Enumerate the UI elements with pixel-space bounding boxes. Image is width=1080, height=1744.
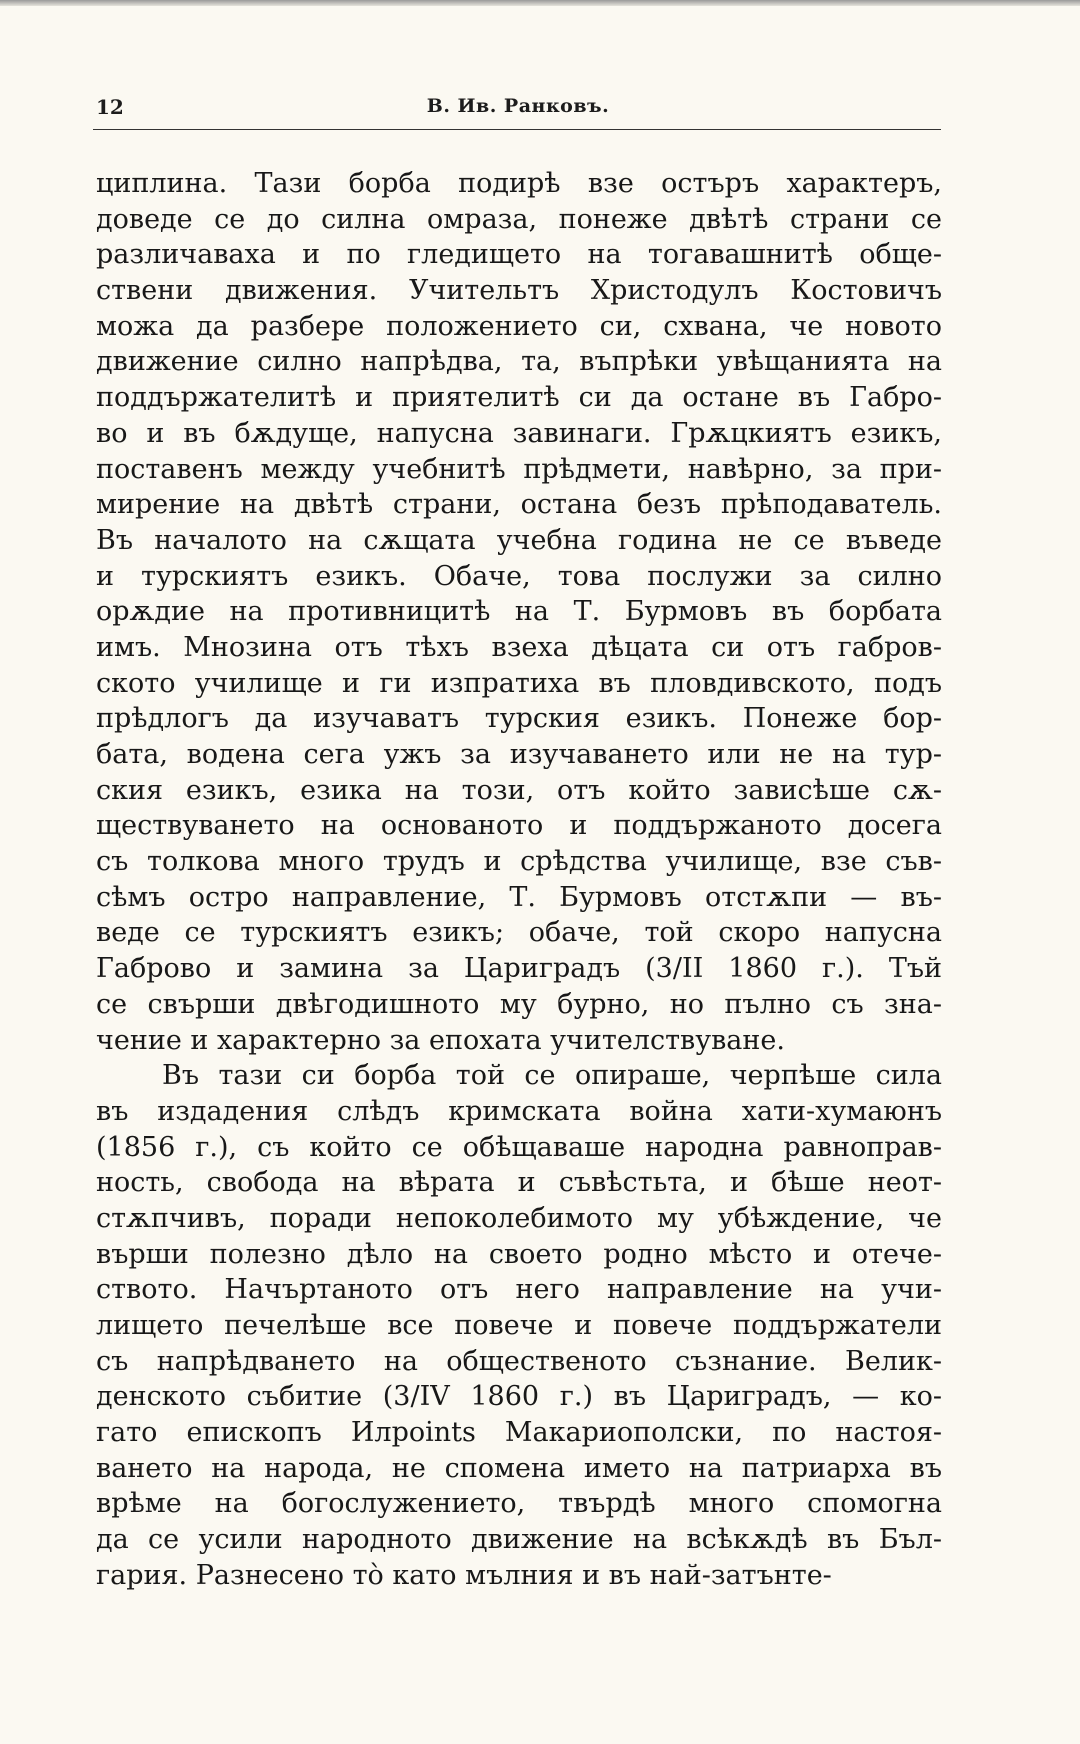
text-line: циплина. Тази борба подирѣ взе остъръ характеръ, bbox=[96, 168, 942, 199]
text-line: ското училище и ги изпратиха въ пловдивското, подъ bbox=[96, 667, 942, 699]
text-line: прѣдлогъ да изучаватъ турския езикъ. Понеже бор- bbox=[96, 703, 942, 735]
text-line: (1856 г.), съ който се обѣщаваше народна равноправ- bbox=[96, 1131, 942, 1163]
text-line: чение и характерно за епохата учителствуване. bbox=[96, 1024, 785, 1056]
text-line: се свърши двѣгодишното му бурно, но пълно съ зна- bbox=[96, 988, 942, 1020]
body-text bbox=[96, 166, 942, 1594]
text-line: движение силно напрѣдва, та, въпрѣки увѣщанията на bbox=[96, 346, 942, 378]
text-line: различаваха и по гледището на тогавашнитѣ обще- bbox=[96, 239, 942, 271]
text-line: орѫдие на противницитѣ на Т. Бурмовъ въ борбата bbox=[96, 596, 942, 628]
paragraph bbox=[96, 166, 942, 1058]
text-line: съ напрѣдването на общественото съзнание. Велик- bbox=[96, 1345, 942, 1377]
page-header bbox=[96, 93, 940, 127]
text-line: и турскиятъ езикъ. Обаче, това послужи за силно bbox=[96, 560, 942, 592]
text-line: да се усили народното движение на всѣкѫдѣ въ Бъл- bbox=[96, 1524, 942, 1556]
page-top-edge bbox=[0, 0, 1080, 6]
text-line: ването на народа, не спомена името на патриарха въ bbox=[96, 1452, 942, 1484]
paragraph bbox=[96, 1058, 942, 1593]
text-line: ность, свобода на вѣрата и съвѣстьта, и бѣше неот- bbox=[96, 1167, 942, 1199]
text-line: во и въ бѫдуще, напусна завинаги. Грѫцкиятъ езикъ, bbox=[96, 417, 942, 449]
text-line: веде се турскиятъ езикъ; обаче, той скоро напусна bbox=[96, 917, 942, 949]
text-line: денското събитие (3/IV 1860 г.) въ Цариградъ, — ко- bbox=[96, 1381, 942, 1413]
text-line: имъ. Мнозина отъ тѣхъ взеха дѣцата си отъ габров- bbox=[96, 631, 942, 663]
text-line: ството. Начъртаното отъ него направление на учи- bbox=[96, 1274, 942, 1306]
text-line: съ толкова много трудъ и срѣдства училище, взе съв- bbox=[96, 846, 942, 878]
text-line: поддържателитѣ и приятелитѣ си да остане въ Габро- bbox=[96, 382, 942, 414]
text-line: врѣме на богослужението, твърдѣ много спомогна bbox=[96, 1488, 942, 1520]
text-line: лището печелѣше все повече и повече поддържатели bbox=[96, 1310, 942, 1341]
text-line: сѣмъ остро направление, Т. Бурмовъ отстѫпи — въ- bbox=[96, 881, 942, 913]
text-line: ствени движения. Учительтъ Христодулъ Костовичъ bbox=[96, 275, 942, 307]
text-line: върши полезно дѣло на своето родно мѣсто и отече- bbox=[96, 1238, 942, 1270]
text-line: можа да разбере положението си, схвана, че новото bbox=[96, 310, 942, 342]
header-rule bbox=[93, 129, 941, 130]
page-number: 12 bbox=[96, 95, 124, 119]
text-line: стѫпчивъ, поради непоколебимото му убѣждение, че bbox=[96, 1202, 942, 1234]
text-line: гато епископъ Илpoints Макариополски, по настоя- bbox=[96, 1417, 942, 1449]
text-line: Въ тази си борба той се опираше, черпѣше сила bbox=[162, 1060, 942, 1092]
text-line: бата, водена сега ужъ за изучаването или не на тур- bbox=[96, 739, 942, 770]
text-line: доведе се до силна омраза, понеже двѣтѣ страни се bbox=[96, 203, 942, 235]
text-line: поставенъ между учебнитѣ прѣдмети, навѣрно, за при- bbox=[96, 453, 942, 485]
text-line: ществуването на основаното и поддържаното досега bbox=[96, 810, 942, 842]
running-head: В. Ив. Ранковъ. bbox=[426, 95, 610, 117]
text-line: гария. Разнесено то̀ като мълния и въ най-затънте- bbox=[96, 1559, 832, 1591]
text-line: мирение на двѣтѣ страни, остана безъ прѣподаватель. bbox=[96, 489, 942, 521]
text-line: въ издадения слѣдъ кримската война хати-хумаюнъ bbox=[96, 1095, 942, 1127]
text-line: Въ началото на сѫщата учебна година не се въведе bbox=[96, 524, 942, 556]
text-line: Габрово и замина за Цариградъ (3/II 1860 г.). Тъй bbox=[96, 953, 942, 985]
text-line: ския езикъ, езика на този, отъ който зависѣше сѫ- bbox=[96, 774, 942, 806]
